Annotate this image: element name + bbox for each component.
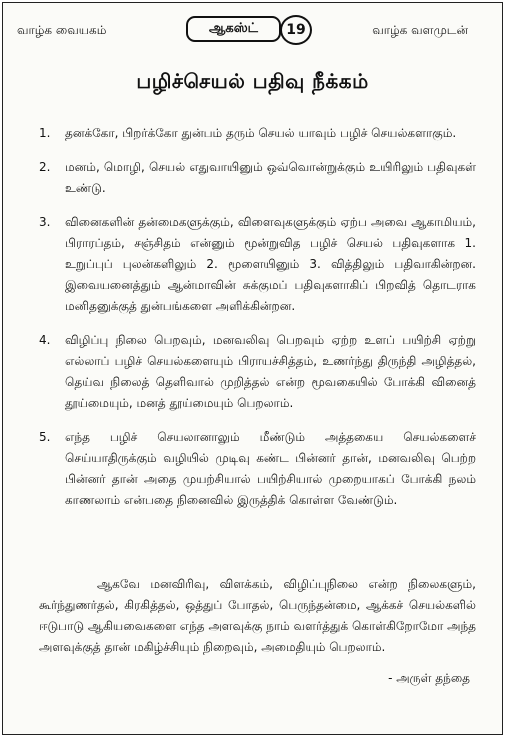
point-number: 5. <box>39 430 51 444</box>
point-item <box>39 212 476 317</box>
point-number: 4. <box>39 333 51 347</box>
point-item <box>39 427 476 511</box>
point-item <box>39 330 476 414</box>
point-number: 3. <box>39 215 51 229</box>
header-left-text: வாழ்க வையகம் <box>17 23 107 37</box>
numbered-points <box>39 123 476 524</box>
day-number-badge: 19 <box>280 15 312 45</box>
month-label: ஆகஸ்ட் <box>186 16 281 42</box>
point-text: தனக்கோ, பிறர்க்கோ துன்பம் தரும் செயல் யாவும் பழிச் செயல்களாகும். <box>65 126 457 140</box>
point-number: 1. <box>39 126 51 140</box>
point-text: எந்த பழிச் செயலானாலும் மீண்டும் அத்தகைய செயல்களைச் செய்யாதிருக்கும் வழியில் முடிவு கண்ட பின்னர் தான், மனவலிவு பெற்ற பின்னர் தான் அதை முயற்சியால் பயிற்சியால் முறையாகப் போக்கி நலம் காணலாம் என்பதை நினைவில் இருத்திக் கொள்ள வேண்டும். <box>65 430 476 507</box>
point-item <box>39 123 476 144</box>
signature: - அருள் தந்தை <box>388 671 470 685</box>
header-right-text: வாழ்க வளமுடன் <box>372 23 468 37</box>
point-text: விழிப்பு நிலை பெறவும், மனவலிவு பெறவும் ஏற்ற உளப் பயிற்சி ஏற்று எல்லாப் பழிச் செயல்களையும் பிராயச்சித்தம், உணர்ந்து திருந்தி அழித்தல், தெய்வ நிலைத் தெளிவால் முறித்தல் என்ற மூவகையில் போக்கி வினைத் தூய்மையும், மனத் தூய்மையும் பெறலாம். <box>65 333 476 410</box>
page-title: பழிச்செயல் பதிவு நீக்கம் <box>136 69 369 93</box>
point-number: 2. <box>39 160 51 174</box>
point-text: வினைகளின் தன்மைகளுக்கும், விளைவுகளுக்கும் ஏற்ப அவை ஆகாமியம், பிராரப்தம், சஞ்சிதம் என்னும் மூன்றுவித பழிச் செயல் பதிவுகளாக 1. உறுப்புப் புலன்களிலும் 2. மூளையினும் 3. வித்திலும் பதிவாகின்றன. இவையனைத்தும் ஆன்மாவின் சுக்குமப் பதிவுகளாகிப் பிறவித் தொடராக மனிதனுக்குத் துன்பங்களை அளிக்கின்றன. <box>65 215 476 313</box>
point-text: மனம், மொழி, செயல் எதுவாயினும் ஒவ்வொன்றுக்கும் உயிரிலும் பதிவுகள் உண்டு. <box>65 160 476 195</box>
book-page <box>2 2 503 735</box>
closing-paragraph: ஆகவே மனவிரிவு, விளக்கம், விழிப்புநிலை என்ற நிலைகளும், கூர்ந்துணர்தல், கிரகித்தல், ஒத்துப் போதல், பெருந்தன்மை, ஆக்கச் செயல்களில் ஈடுபாடு ஆகியவைகளை எந்த அளவுக்கு நாம் வளர்த்துக் கொள்கிறோமோ அந்த அளவுக்குத் தான் மகிழ்ச்சியும் நிறைவும், அமைதியும் பெறலாம். <box>39 577 476 654</box>
point-item <box>39 157 476 199</box>
